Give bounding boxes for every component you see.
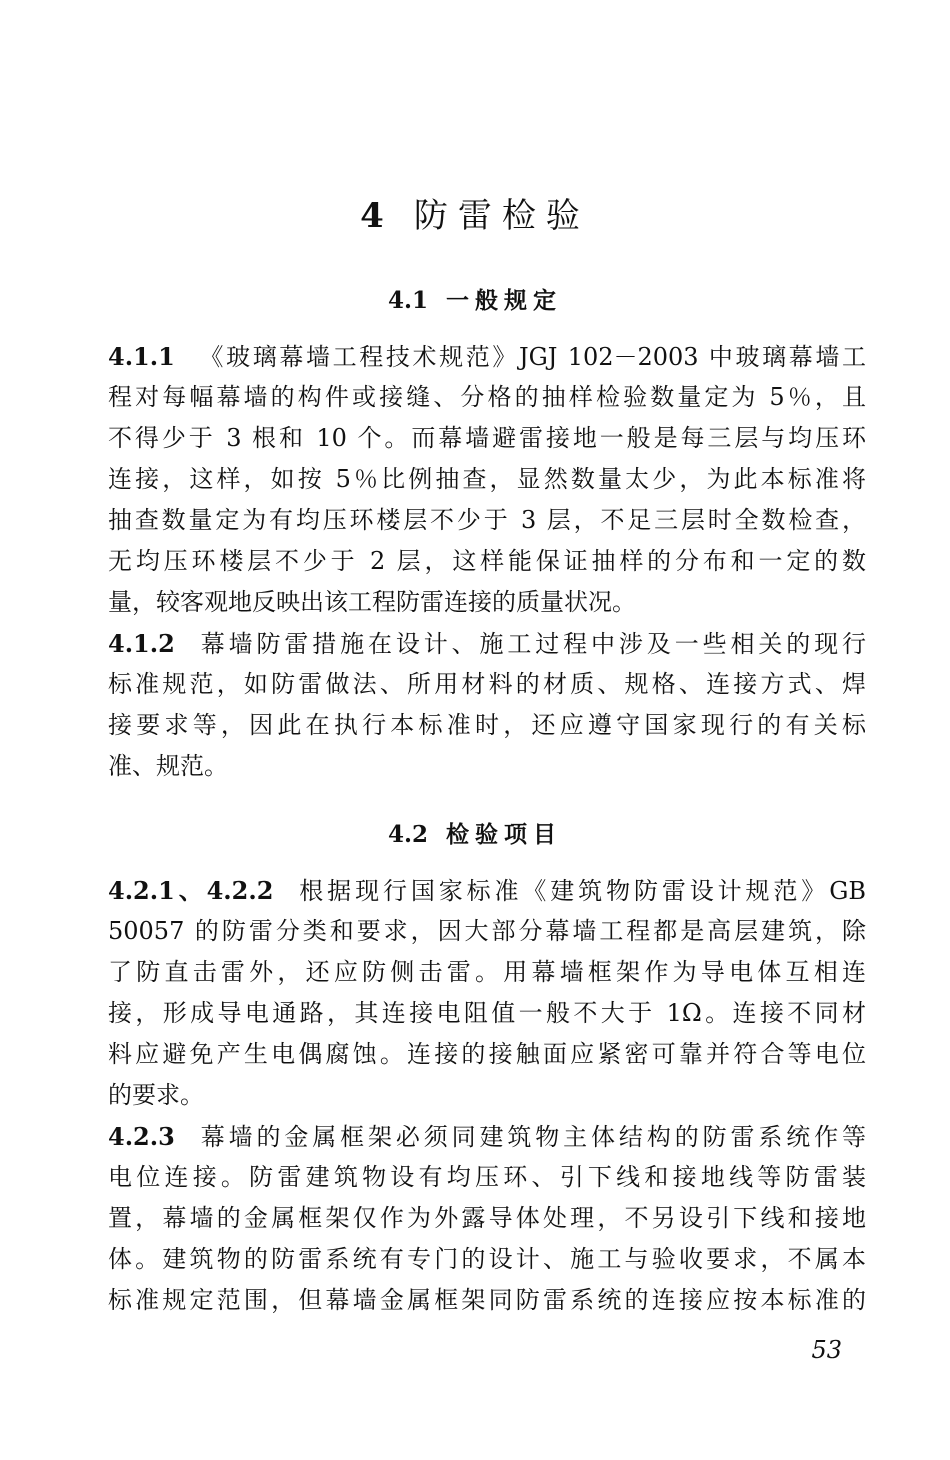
clause-text-line: 置，幕墙的金属框架仅作为外露导体处理，不另设引下线和接地 bbox=[108, 1204, 866, 1232]
clause-number: 4.1.1 bbox=[108, 342, 175, 371]
clause-4-2-3 bbox=[108, 1116, 866, 1321]
section-title-4-1 bbox=[0, 282, 950, 315]
page-number: 53 bbox=[811, 1336, 842, 1364]
clause-text-line: 接要求等，因此在执行本标准时，还应遵守国家现行的有关标 bbox=[108, 711, 866, 739]
clause-number: 4.1.2 bbox=[108, 629, 175, 658]
section-number: 4.1 bbox=[387, 287, 428, 314]
clause-text-line: 量，较客观地反映出该工程防雷连接的质量状况。 bbox=[108, 588, 636, 616]
clause-text-line: 根据现行国家标准《建筑物防雷设计规范》GB bbox=[295, 877, 866, 905]
clause-text-line: 标准规定范围，但幕墙金属框架同防雷系统的连接应按本标准的 bbox=[108, 1286, 866, 1314]
clause-text-line: 不得少于 3 根和 10 个。而幕墙避雷接地一般是每三层与均压环 bbox=[108, 424, 866, 452]
clause-text-line: 了防直击雷外，还应防侧击雷。用幕墙框架作为导电体互相连 bbox=[108, 958, 866, 986]
chapter-title bbox=[0, 188, 950, 237]
clause-4-1-2 bbox=[108, 623, 866, 787]
clause-text-line: 电位连接。防雷建筑物设有均压环、引下线和接地线等防雷装 bbox=[108, 1163, 866, 1191]
clause-text-line: 标准规范，如防雷做法、所用材料的材质、规格、连接方式、焊 bbox=[108, 670, 866, 698]
clause-text-line: 抽查数量定为有均压环楼层不少于 3 层，不足三层时全数检查， bbox=[108, 506, 866, 534]
clause-text-line: 无均压环楼层不少于 2 层，这样能保证抽样的分布和一定的数 bbox=[108, 547, 866, 575]
section-heading-text: 检验项目 bbox=[446, 822, 562, 848]
clause-4-1-1 bbox=[108, 336, 866, 623]
chapter-heading-text: 防雷检验 bbox=[413, 196, 590, 236]
clause-text-line: 料应避免产生电偶腐蚀。连接的接触面应紧密可靠并符合等电位 bbox=[108, 1040, 866, 1068]
clause-text-line: 体。建筑物的防雷系统有专门的设计、施工与验收要求，不属本 bbox=[108, 1245, 866, 1273]
chapter-number: 4 bbox=[360, 196, 394, 236]
clause-text-line: 《玻璃幕墙工程技术规范》JGJ 102－2003 中玻璃幕墙工 bbox=[196, 343, 866, 371]
clause-number: 4.2.3 bbox=[108, 1122, 175, 1151]
clause-text-line: 接，形成导电通路，其连接电阻值一般不大于 1Ω。连接不同材 bbox=[108, 999, 866, 1027]
section-title-4-2 bbox=[0, 816, 950, 849]
clause-text-line: 准、规范。 bbox=[108, 752, 228, 780]
clause-text-line: 50057 的防雷分类和要求，因大部分幕墙工程都是高层建筑，除 bbox=[108, 917, 866, 945]
clause-text-line: 连接，这样，如按 5％比例抽查，显然数量太少，为此本标准将 bbox=[108, 465, 866, 493]
clause-text-line: 的要求。 bbox=[108, 1081, 204, 1109]
section-number: 4.2 bbox=[387, 821, 428, 848]
section-heading-text: 一般规定 bbox=[446, 288, 562, 314]
clause-number: 4.2.1、4.2.2 bbox=[108, 876, 274, 905]
clause-4-2-1 bbox=[108, 870, 866, 1116]
clause-text-line: 幕墙的金属框架必须同建筑物主体结构的防雷系统作等 bbox=[196, 1123, 866, 1151]
clause-text-line: 幕墙防雷措施在设计、施工过程中涉及一些相关的现行 bbox=[196, 630, 866, 658]
clause-text-line: 程对每幅幕墙的构件或接缝、分格的抽样检验数量定为 5％，且 bbox=[108, 383, 866, 411]
